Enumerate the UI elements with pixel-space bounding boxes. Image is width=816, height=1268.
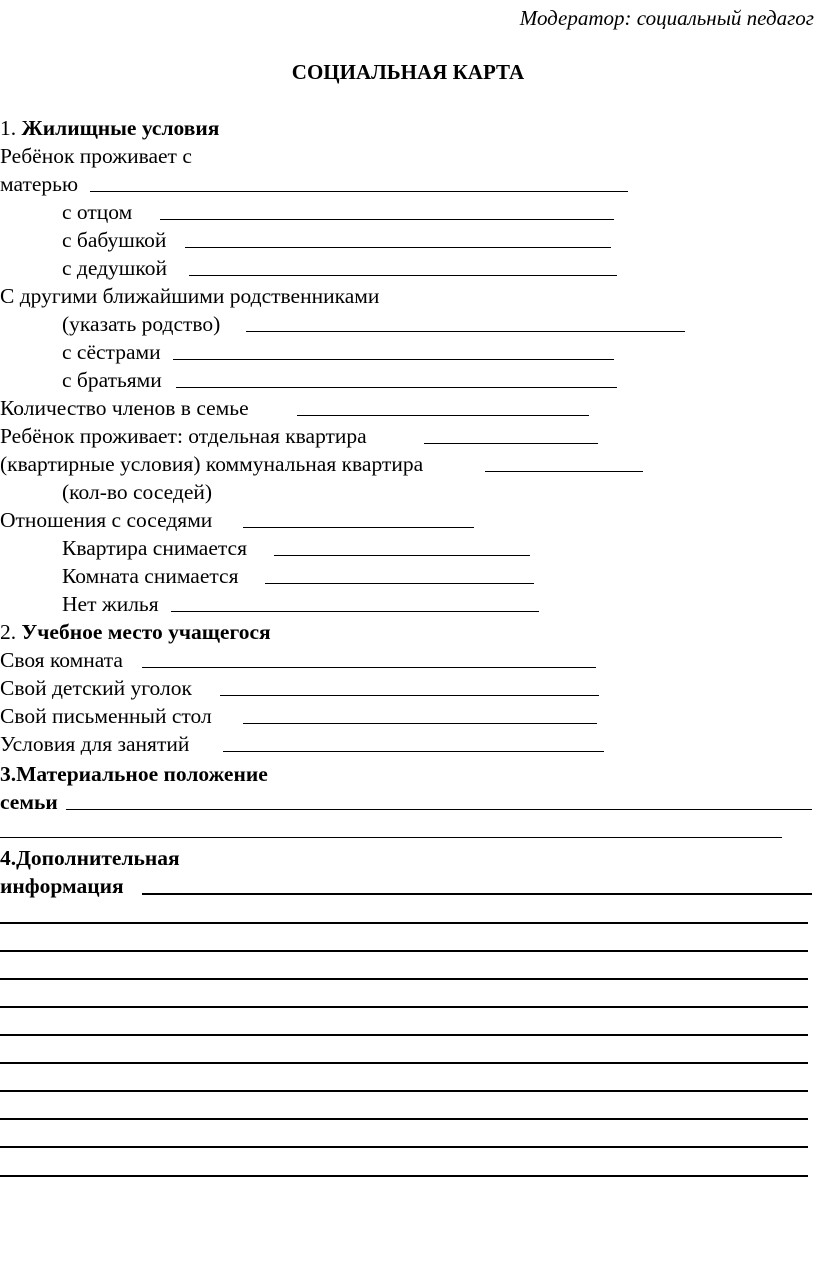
info-field-9[interactable]: [0, 1118, 808, 1120]
apartment-rented-field[interactable]: [274, 555, 530, 556]
neighbor-relations-field[interactable]: [243, 527, 474, 528]
no-housing-field[interactable]: [171, 611, 539, 612]
info-field-10[interactable]: [0, 1146, 808, 1148]
other-relatives-label: С другими ближайшими родственниками: [0, 284, 380, 308]
own-room-field[interactable]: [142, 667, 596, 668]
communal-apartment-label: (квартирные условия) коммунальная квартира: [0, 452, 424, 476]
specify-relation-field[interactable]: [246, 331, 685, 332]
room-rented-label: Комната снимается: [62, 564, 239, 588]
brothers-label: с братьями: [62, 368, 162, 392]
brothers-field[interactable]: [176, 387, 617, 388]
kids-corner-field[interactable]: [220, 695, 599, 696]
desk-field[interactable]: [243, 723, 597, 724]
section-1-heading: [0, 114, 219, 142]
info-field-4[interactable]: [0, 978, 808, 980]
neighbor-relations-label: Отношения с соседями: [0, 508, 213, 532]
mother-label: матерью: [0, 172, 79, 196]
room-rented-field[interactable]: [265, 583, 534, 584]
separate-apartment-field[interactable]: [424, 443, 598, 444]
study-conditions-label: Условия для занятий: [0, 732, 190, 756]
financial-field-2[interactable]: [0, 837, 782, 838]
own-room-label: Своя комната: [0, 648, 123, 672]
family-members-label: Количество членов в семье: [0, 396, 249, 420]
father-field[interactable]: [160, 219, 614, 220]
info-field-2[interactable]: [0, 922, 808, 924]
communal-apartment-field[interactable]: [485, 471, 643, 472]
no-housing-label: Нет жилья: [62, 592, 159, 616]
info-field-6[interactable]: [0, 1034, 808, 1036]
neighbors-count-label: (кол-во соседей): [62, 480, 213, 504]
kids-corner-label: Свой детский уголок: [0, 676, 192, 700]
page-title: СОЦИАЛЬНАЯ КАРТА: [291, 60, 525, 84]
lives-with-label: Ребёнок проживает с: [0, 144, 192, 168]
section-2-title: Учебное место учащегося: [21, 620, 271, 644]
info-field-11[interactable]: [0, 1175, 808, 1177]
section-1-number: 1.: [0, 116, 22, 140]
separate-apartment-label: Ребёнок проживает: отдельная квартира: [0, 424, 367, 448]
info-field-3[interactable]: [0, 950, 808, 952]
financial-field-1[interactable]: [66, 809, 812, 810]
mother-field[interactable]: [90, 191, 628, 192]
section-4-heading: 4.Дополнительная: [0, 846, 180, 870]
father-label: с отцом: [62, 200, 133, 224]
family-label: семьи: [0, 790, 58, 814]
grandfather-field[interactable]: [189, 275, 617, 276]
sisters-field[interactable]: [173, 359, 614, 360]
info-field-7[interactable]: [0, 1062, 808, 1064]
section-2-number: 2.: [0, 620, 22, 644]
specify-relation-label: (указать родство): [62, 312, 221, 336]
grandmother-label: с бабушкой: [62, 228, 167, 252]
moderator-label: Модератор: социальный педагог: [519, 6, 814, 30]
sisters-label: с сёстрами: [62, 340, 161, 364]
section-3-heading: 3.Материальное положение: [0, 762, 268, 786]
grandmother-field[interactable]: [185, 247, 611, 248]
info-field-5[interactable]: [0, 1006, 808, 1008]
section-1-title: Жилищные условия: [21, 116, 220, 140]
info-field-8[interactable]: [0, 1090, 808, 1092]
desk-label: Свой письменный стол: [0, 704, 212, 728]
info-field-1[interactable]: [142, 893, 812, 895]
grandfather-label: с дедушкой: [62, 256, 167, 280]
section-2-heading: [0, 618, 271, 646]
info-label: информация: [0, 874, 124, 898]
family-members-field[interactable]: [297, 415, 589, 416]
study-conditions-field[interactable]: [223, 751, 604, 752]
apartment-rented-label: Квартира снимается: [62, 536, 247, 560]
